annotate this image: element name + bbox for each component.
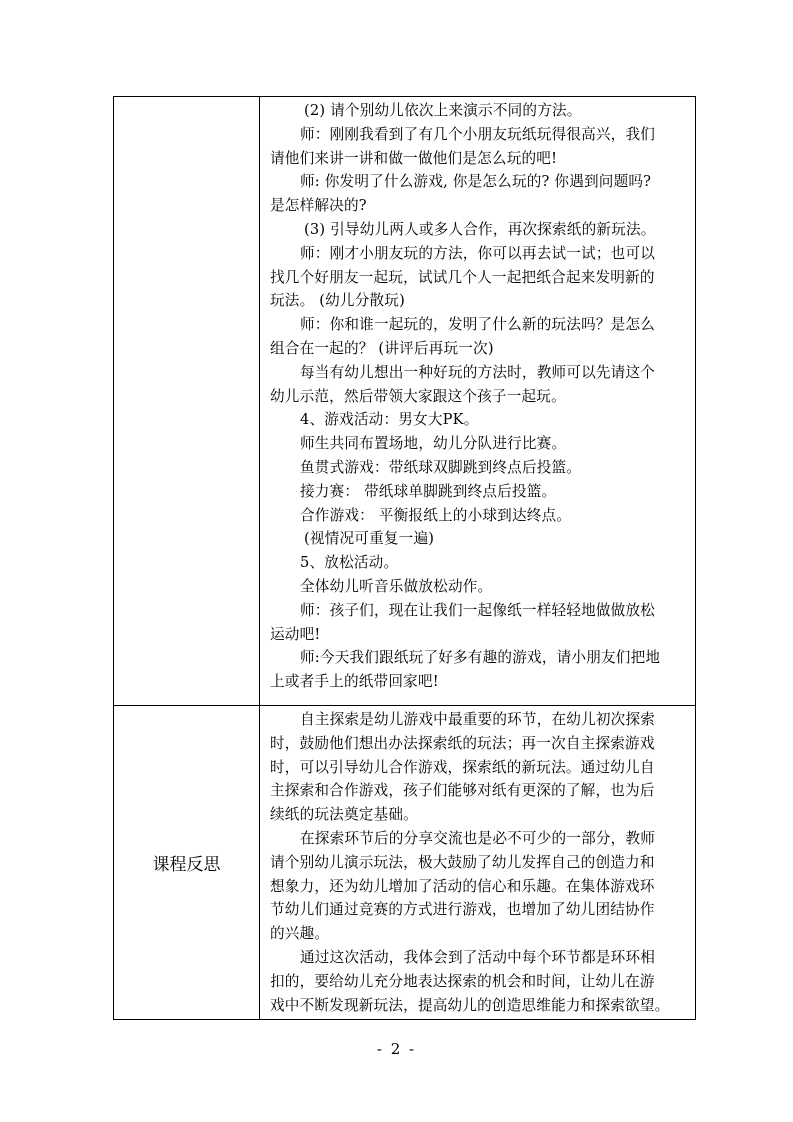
- text-line: 请个别幼儿演示玩法，极大鼓励了幼儿发挥自己的创造力和: [270, 853, 655, 871]
- text-line: 幼儿示范，然后带领大家跟这个孩子一起玩。: [270, 387, 566, 405]
- text-line: 师: 你发明了什么游戏, 你是怎么玩的? 你遇到问题吗?: [300, 173, 652, 191]
- text-line: 通过这次活动，我体会到了活动中每个环节都是环环相: [300, 948, 656, 966]
- text-line: 想象力，还为幼儿增加了活动的信心和乐趣。在集体游戏环: [270, 877, 655, 895]
- activity-content-cell: [260, 97, 696, 706]
- text-line: 运动吧!: [270, 625, 321, 643]
- text-line: 找几个好朋友一起玩，试试几个人一起把纸合起来发明新的: [270, 268, 655, 286]
- text-line: 每当有幼儿想出一种好玩的方法时，教师可以先请这个: [300, 363, 656, 381]
- text-line: (3) 引导幼儿两人或多人合作，再次探索纸的新玩法。: [304, 220, 656, 238]
- text-line: 合作游戏： 平衡报纸上的小球到达终点。: [300, 506, 572, 524]
- text-line: 的兴趣。: [270, 925, 330, 943]
- text-line: 师：刚才小朋友玩的方法，你可以再去试一试；也可以: [300, 244, 656, 262]
- text-line: 组合在一起的？ (讲评后再玩一次): [270, 339, 494, 357]
- activity-text-block: [270, 99, 693, 694]
- reflection-label: 课程反思: [152, 855, 221, 876]
- text-line: 师生共同布置场地，幼儿分队进行比赛。: [300, 435, 567, 453]
- text-line: 节幼儿们通过竞赛的方式进行游戏，也增加了幼儿团结协作: [270, 901, 655, 919]
- text-line: 在探索环节后的分享交流也是必不可少的一部分，教师: [300, 829, 656, 847]
- text-line: 师：孩子们，现在让我们一起像纸一样轻轻地做做放松: [300, 601, 656, 619]
- reflection-text-block: [270, 708, 693, 1017]
- reflection-content-cell: [260, 706, 696, 1020]
- page-number: - 2 -: [376, 1040, 417, 1058]
- text-line: 鱼贯式游戏：带纸球双脚跳到终点后投篮。: [300, 458, 582, 476]
- text-line: 4、游戏活动：男女大PK。: [300, 411, 479, 429]
- text-line: 自主探索是幼儿游戏中最重要的环节，在幼儿初次探索: [300, 711, 656, 728]
- text-line: (视情况可重复一遍): [304, 530, 435, 548]
- text-line: 师:今天我们跟纸玩了好多有趣的游戏，请小朋友们把地: [300, 649, 661, 667]
- text-line: 扣的，要给幼儿充分地表达探索的机会和时间，让幼儿在游: [270, 972, 655, 990]
- text-line: 师：你和谁一起玩的，发明了什么新的玩法吗？是怎么: [300, 316, 656, 334]
- text-line: 全体幼儿听音乐做放松动作。: [300, 577, 493, 595]
- text-line: 请他们来讲一讲和做一做他们是怎么玩的吧!: [270, 149, 558, 167]
- row-label-cell: [114, 97, 260, 706]
- lesson-plan-table: [113, 96, 696, 1020]
- text-line: 主探索和合作游戏，孩子们能够对纸有更深的了解，也为后: [270, 782, 655, 800]
- text-line: 时，可以引导幼儿合作游戏，探索纸的新玩法。通过幼儿自: [270, 758, 655, 776]
- text-line: 玩法。 (幼儿分散玩): [270, 292, 405, 310]
- text-line: 是怎样解决的?: [270, 197, 367, 215]
- row-label-cell: [114, 706, 260, 1020]
- text-line: 上或者手上的纸带回家吧!: [270, 673, 439, 691]
- table-row-activity: [114, 97, 696, 706]
- text-line: 时，鼓励他们想出办法探索纸的玩法；再一次自主探索游戏: [270, 734, 655, 752]
- text-line: 5、放松活动。: [300, 554, 399, 572]
- text-line: 师：刚刚我看到了有几个小朋友玩纸玩得很高兴，我们: [300, 125, 656, 143]
- text-line: 接力赛： 带纸球单脚跳到终点后投篮。: [300, 482, 557, 500]
- text-line: 戏中不断发现新玩法，提高幼儿的创造思维能力和探索欲望。: [270, 996, 670, 1014]
- table-row-reflection: [114, 706, 696, 1020]
- text-line: 续纸的玩法奠定基础。: [270, 806, 418, 824]
- text-line: (2) 请个别幼儿依次上来演示不同的方法。: [304, 102, 582, 119]
